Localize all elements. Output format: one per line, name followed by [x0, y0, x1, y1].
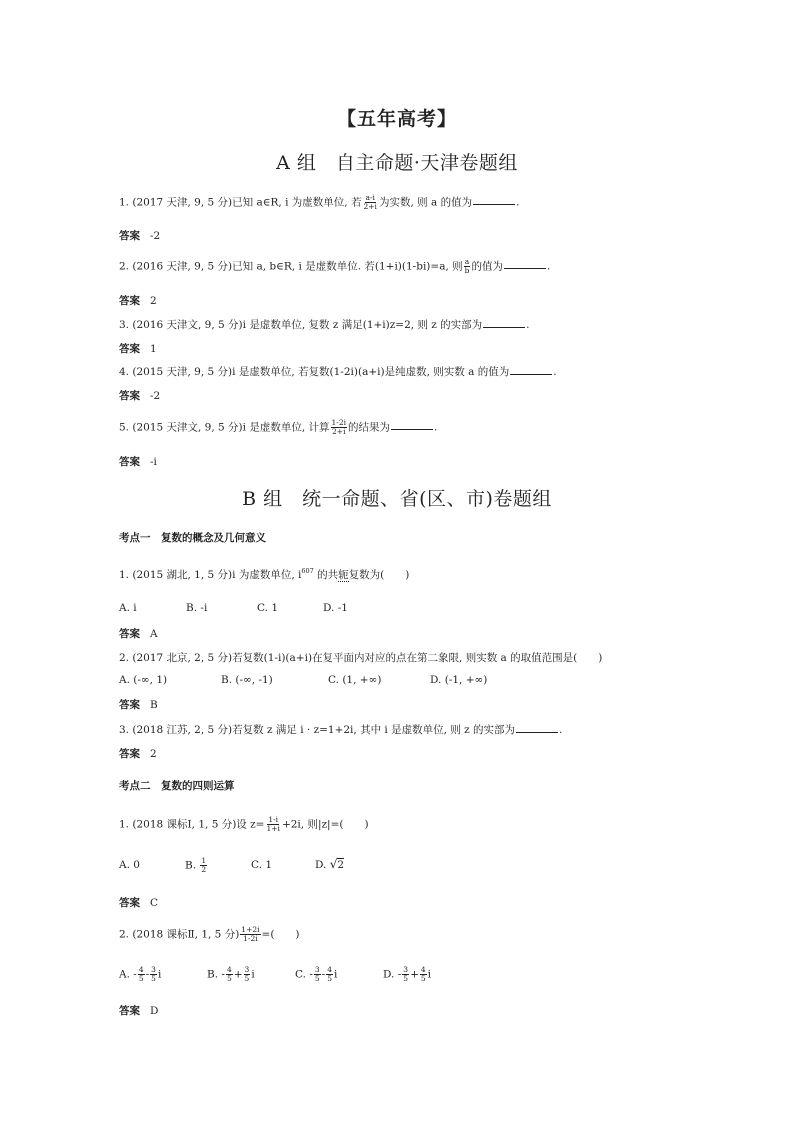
fraction: $\frac{1-2i}{2+i}$ [331, 418, 347, 436]
question-a5: 5. (2015 天津文, 9, 5 分)i 是虚数单位, 计算 $\frac{1-2i}{2+i}$ 的结果为 . [119, 418, 438, 436]
question-b2-2: 2. (2018 课标Ⅱ, 1, 5 分) $\frac{1+2i}{1-2i}$ =( ) [119, 925, 300, 943]
question-b1-3: 3. (2018 江苏, 2, 5 分)若复数 z 满足 i · z=1+2i, 其中 i 是虚数单位, 则 z 的实部为 . [119, 724, 563, 736]
answer-blank [483, 319, 525, 328]
fraction: $\frac{a-i}{2+i}$ [363, 193, 377, 211]
option-d: D. (-1, +∞) [430, 674, 488, 686]
option-d: D. - $\frac{3}{5}$ + $\frac{4}{5}$ i [383, 965, 432, 983]
option-d: D. -1 [323, 602, 348, 614]
answer-a5: 答案 -i [119, 456, 157, 468]
group-b-title: B 组 统一命题、省(区、市)卷题组 [242, 488, 552, 510]
answer-blank [473, 196, 515, 205]
options-b1-2 [119, 674, 487, 686]
answer-b2-2: 答案 D [119, 1005, 159, 1017]
option-b: B. -i [186, 602, 208, 614]
question-b1-2: 2. (2017 北京, 2, 5 分)若复数(1-i)(a+i)在复平面内对应的点在第二象限, 则实数 a 的取值范围是( ) [119, 652, 603, 664]
options-b2-2 [119, 966, 431, 983]
option-c: C. - $\frac{3}{5}$ - $\frac{4}{5}$ i [295, 965, 338, 983]
answer-a4: 答案 -2 [119, 390, 161, 402]
page-heading: 【五年高考】 [336, 108, 457, 130]
answer-a3: 答案 1 [119, 343, 157, 355]
options-b2-1 [119, 857, 344, 874]
answer-b1-2: 答案 B [119, 699, 158, 711]
answer-a2: 答案 2 [119, 295, 157, 307]
option-a: A. - $\frac{4}{5}$ - $\frac{3}{5}$ i [119, 965, 162, 983]
answer-blank [510, 366, 552, 375]
option-a: A. (-∞, 1) [119, 674, 168, 686]
fraction: $\frac{a}{b}$ [464, 257, 470, 275]
section-title-1: 考点一 复数的概念及几何意义 [119, 532, 266, 544]
option-a: A. i [119, 602, 137, 614]
answer-blank [504, 260, 546, 269]
section-title-2: 考点二 复数的四则运算 [119, 780, 235, 792]
option-b: B. - $\frac{4}{5}$ + $\frac{3}{5}$ i [207, 965, 255, 983]
question-a1: 1. (2017 天津, 9, 5 分)已知 a∈R, i 为虚数单位, 若 $\frac{a-i}{2+i}$ 为实数, 则 a 的值为 . [119, 193, 520, 211]
question-a4: 4. (2015 天津, 9, 5 分)i 是虚数单位, 若复数(1-2i)(a+i)是纯虚数, 则实数 a 的值为 . [119, 366, 557, 378]
answer-a1: 答案 -2 [119, 230, 161, 242]
option-c: C. (1, +∞) [328, 674, 382, 686]
option-c: C. 1 [257, 602, 279, 614]
answer-b2-1: 答案 C [119, 897, 159, 909]
question-b1-1: 1. (2015 湖北, 1, 5 分)i 为虚数单位, $i^{607}$ 的共轭复数为( ) [119, 567, 410, 581]
option-b: B. $\frac{1}{2}$ [185, 856, 207, 874]
fraction: $\frac{1-i}{1+i}$ [266, 815, 280, 833]
fraction: $\frac{1+2i}{1-2i}$ [241, 925, 260, 943]
option-b: B. (-∞, -1) [221, 674, 273, 686]
group-a-title: A 组 自主命题·天津卷题组 [276, 152, 518, 174]
answer-blank [516, 724, 558, 733]
options-b1-1 [119, 602, 348, 614]
sqrt-symbol: √2 [329, 857, 345, 872]
option-a: A. 0 [119, 859, 140, 872]
answer-b1-3: 答案 2 [119, 748, 157, 760]
question-a3: 3. (2016 天津文, 9, 5 分)i 是虚数单位, 复数 z 满足(1+i)z=2, 则 z 的实部为 . [119, 319, 530, 331]
question-b2-1: 1. (2018 课标Ⅰ, 1, 5 分)设 z= $\frac{1-i}{1+i}$ +2i, 则|z|=( ) [119, 815, 369, 833]
option-d: D. √2 [315, 857, 345, 872]
question-a2: 2. (2016 天津, 9, 5 分)已知 a, b∈R, i 是虚数单位. 若(1+i)(1-bi)=a, 则 $\frac{a}{b}$ 的值为 . [119, 257, 551, 275]
option-c: C. 1 [251, 859, 273, 872]
answer-b1-1: 答案 A [119, 628, 158, 640]
answer-blank [391, 421, 433, 430]
